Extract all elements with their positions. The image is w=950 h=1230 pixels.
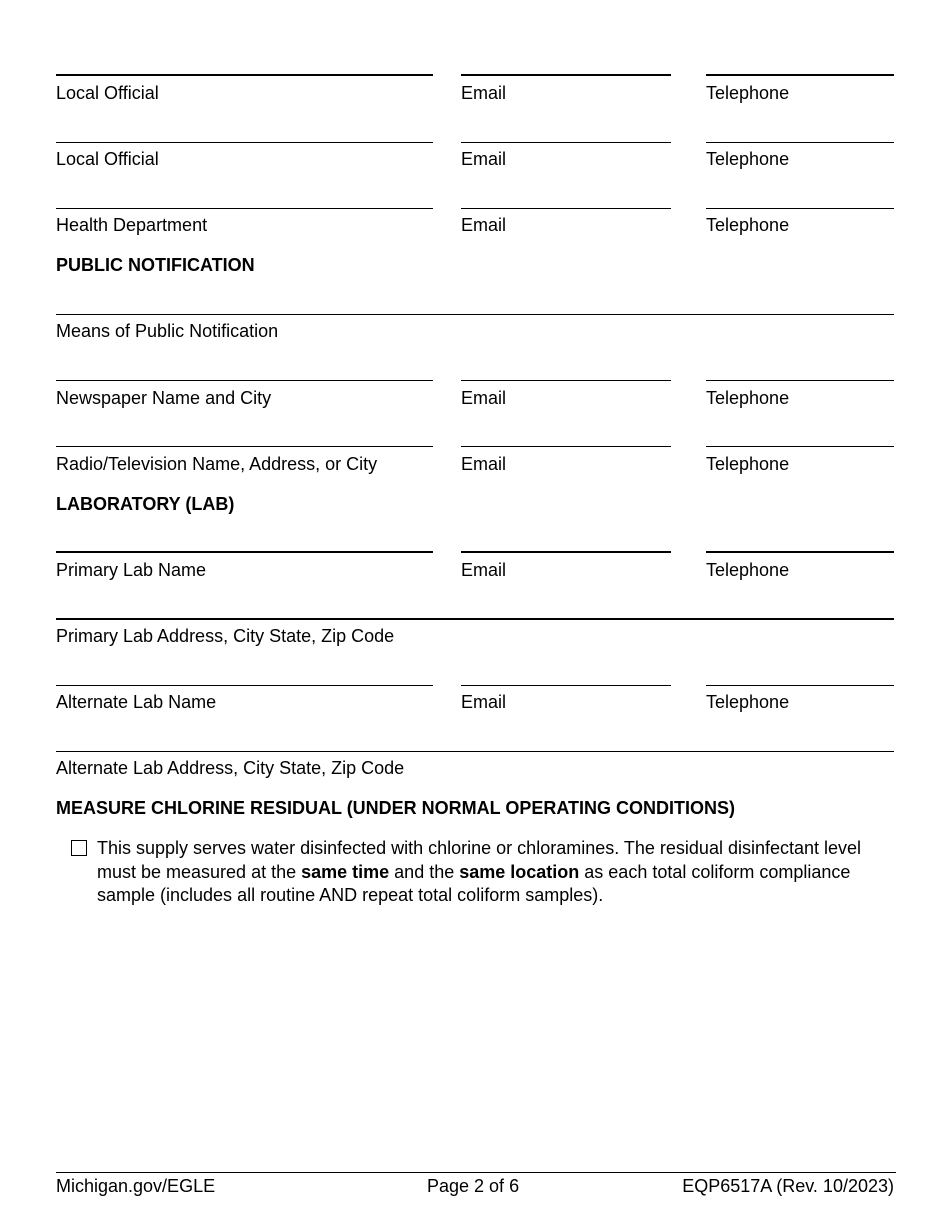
alternate-lab-address-label: Alternate Lab Address, City State, Zip Code bbox=[56, 758, 405, 778]
local-official-1-email-label: Email bbox=[461, 83, 507, 103]
health-department-email-label: Email bbox=[461, 215, 507, 235]
alternate-lab-name-label: Alternate Lab Name bbox=[56, 692, 217, 712]
local-official-2-name-label: Local Official bbox=[56, 149, 159, 169]
alternate-lab-address-input[interactable] bbox=[56, 751, 894, 752]
alternate-lab-telephone-label: Telephone bbox=[706, 692, 790, 712]
radio-tv-email-label: Email bbox=[461, 454, 507, 474]
radio-tv-email-input[interactable] bbox=[461, 446, 671, 447]
health-department-name-label: Health Department bbox=[56, 215, 208, 235]
radio-tv-telephone-label: Telephone bbox=[706, 454, 790, 474]
public-notification-heading: PUBLIC NOTIFICATION bbox=[56, 255, 255, 275]
local-official-1-telephone-label: Telephone bbox=[706, 83, 790, 103]
newspaper-telephone-input[interactable] bbox=[706, 380, 894, 381]
alternate-lab-email-label: Email bbox=[461, 692, 507, 712]
means-of-public-notification-input[interactable] bbox=[56, 314, 894, 315]
primary-lab-email-input[interactable] bbox=[461, 551, 671, 553]
chlorine-residual-heading: MEASURE CHLORINE RESIDUAL (UNDER NORMAL OPERATING CONDITIONS) bbox=[56, 798, 736, 818]
alternate-lab-name-input[interactable] bbox=[56, 685, 433, 686]
statement-text-3: as each total coliform compliance sample (includes all routine AND repeat total coliform samples). bbox=[97, 861, 851, 905]
newspaper-email-input[interactable] bbox=[461, 380, 671, 381]
newspaper-email-label: Email bbox=[461, 388, 507, 408]
laboratory-heading: LABORATORY (LAB) bbox=[56, 494, 235, 514]
local-official-1-email-input[interactable] bbox=[461, 74, 671, 76]
local-official-2-telephone-label: Telephone bbox=[706, 149, 790, 169]
footer-page-number: Page 2 of 6 bbox=[427, 1176, 520, 1196]
radio-tv-name-input[interactable] bbox=[56, 446, 433, 447]
alternate-lab-email-input[interactable] bbox=[461, 685, 671, 686]
health-department-email-input[interactable] bbox=[461, 208, 671, 209]
local-official-2-telephone-input[interactable] bbox=[706, 142, 894, 143]
health-department-telephone-input[interactable] bbox=[706, 208, 894, 209]
primary-lab-address-label: Primary Lab Address, City State, Zip Code bbox=[56, 626, 395, 646]
means-of-public-notification-label: Means of Public Notification bbox=[56, 321, 279, 341]
local-official-2-email-input[interactable] bbox=[461, 142, 671, 143]
local-official-2-email-label: Email bbox=[461, 149, 507, 169]
alternate-lab-telephone-input[interactable] bbox=[706, 685, 894, 686]
health-department-telephone-label: Telephone bbox=[706, 215, 790, 235]
primary-lab-email-label: Email bbox=[461, 560, 507, 580]
statement-bold-same-location: same location bbox=[459, 861, 580, 882]
statement-text-1: This supply serves water disinfected with chlorine or chloramines. The residual disinfectant level must be measured at the bbox=[97, 838, 862, 882]
primary-lab-telephone-input[interactable] bbox=[706, 551, 894, 553]
radio-tv-telephone-input[interactable] bbox=[706, 446, 894, 447]
health-department-name-input[interactable] bbox=[56, 208, 433, 209]
newspaper-name-label: Newspaper Name and City bbox=[56, 388, 272, 408]
footer-form-id: EQP6517A (Rev. 10/2023) bbox=[682, 1176, 894, 1196]
statement-text-2: and the bbox=[389, 861, 460, 882]
primary-lab-address-input[interactable] bbox=[56, 618, 894, 620]
primary-lab-telephone-label: Telephone bbox=[706, 560, 790, 580]
local-official-2-name-input[interactable] bbox=[56, 142, 433, 143]
newspaper-telephone-label: Telephone bbox=[706, 388, 790, 408]
footer-divider bbox=[56, 1172, 896, 1173]
newspaper-name-input[interactable] bbox=[56, 380, 433, 381]
local-official-1-name-input[interactable] bbox=[56, 74, 433, 76]
local-official-1-name-label: Local Official bbox=[56, 83, 159, 103]
primary-lab-name-label: Primary Lab Name bbox=[56, 560, 207, 580]
statement-bold-same-time: same time bbox=[301, 861, 390, 882]
chlorine-disinfection-statement bbox=[97, 837, 897, 908]
radio-tv-name-label: Radio/Television Name, Address, or City bbox=[56, 454, 378, 474]
chlorine-disinfection-checkbox[interactable] bbox=[71, 840, 87, 856]
footer-website: Michigan.gov/EGLE bbox=[56, 1176, 216, 1196]
primary-lab-name-input[interactable] bbox=[56, 551, 433, 553]
local-official-1-telephone-input[interactable] bbox=[706, 74, 894, 76]
